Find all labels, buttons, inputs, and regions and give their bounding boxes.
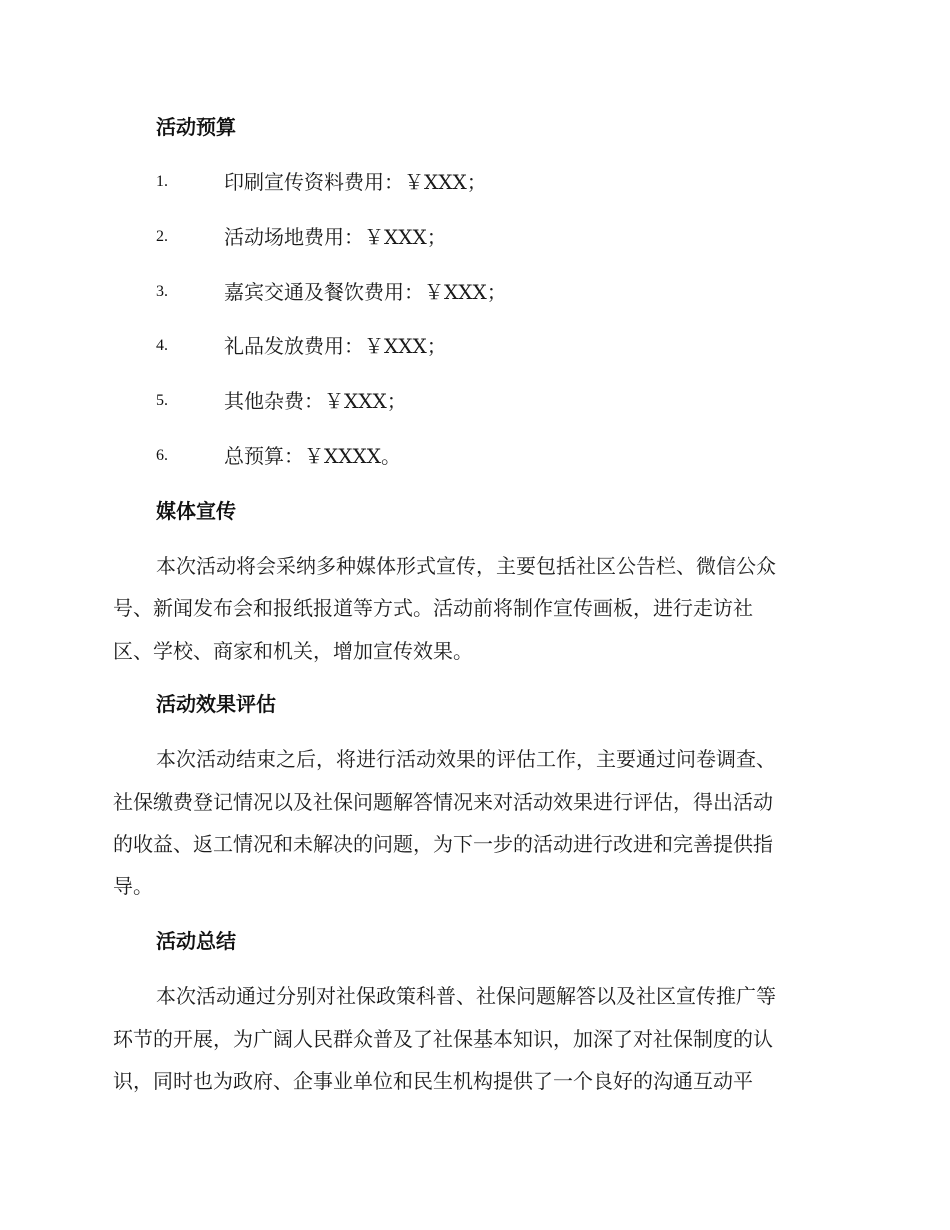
- list-number: 6.: [156, 447, 168, 464]
- list-number: 4.: [156, 337, 168, 354]
- budget-list-item: [0, 168, 950, 196]
- budget-list-item: [0, 387, 950, 415]
- paragraph-line: 号、新闻发布会和报纸报道等方式。活动前将制作宣传画板，进行走访社: [113, 596, 753, 620]
- budget-list-item: [0, 278, 950, 306]
- list-number: 1.: [156, 173, 168, 190]
- list-item-text: 活动场地费用：￥XXX；: [224, 225, 447, 249]
- paragraph-line: 识，同时也为政府、企事业单位和民生机构提供了一个良好的沟通互动平: [113, 1069, 753, 1093]
- section-heading-media: 媒体宣传: [156, 499, 236, 523]
- section-heading-budget: 活动预算: [156, 115, 236, 139]
- list-item-text: 其他杂费：￥XXX；: [224, 389, 407, 413]
- paragraph-line: 本次活动通过分别对社保政策科普、社保问题解答以及社区宣传推广等: [156, 984, 776, 1008]
- paragraph-line: 的收益、返工情况和未解决的问题，为下一步的活动进行改进和完善提供指: [113, 832, 773, 856]
- list-number: 5.: [156, 392, 168, 409]
- paragraph-line: 社保缴费登记情况以及社保问题解答情况来对活动效果进行评估，得出活动: [113, 790, 773, 814]
- paragraph-line: 本次活动结束之后，将进行活动效果的评估工作，主要通过问卷调查、: [156, 747, 776, 771]
- budget-list-item: [0, 332, 950, 360]
- section-heading-evaluation: 活动效果评估: [156, 692, 276, 716]
- list-item-text: 印刷宣传资料费用：￥XXX；: [224, 170, 487, 194]
- list-item-text: 嘉宾交通及餐饮费用：￥XXX；: [224, 280, 507, 304]
- list-item-text: 总预算：￥XXXX。: [224, 444, 401, 468]
- list-number: 3.: [156, 283, 168, 300]
- paragraph-line: 导。: [113, 874, 153, 898]
- paragraph-line: 区、学校、商家和机关，增加宣传效果。: [113, 639, 473, 663]
- list-item-text: 礼品发放费用：￥XXX；: [224, 334, 447, 358]
- budget-list-item: [0, 442, 950, 470]
- section-heading-summary: 活动总结: [156, 929, 236, 953]
- paragraph-line: 环节的开展，为广阔人民群众普及了社保基本知识，加深了对社保制度的认: [113, 1027, 773, 1051]
- list-number: 2.: [156, 228, 168, 245]
- paragraph-line: 本次活动将会采纳多种媒体形式宣传，主要包括社区公告栏、微信公众: [156, 554, 776, 578]
- budget-list-item: [0, 223, 950, 251]
